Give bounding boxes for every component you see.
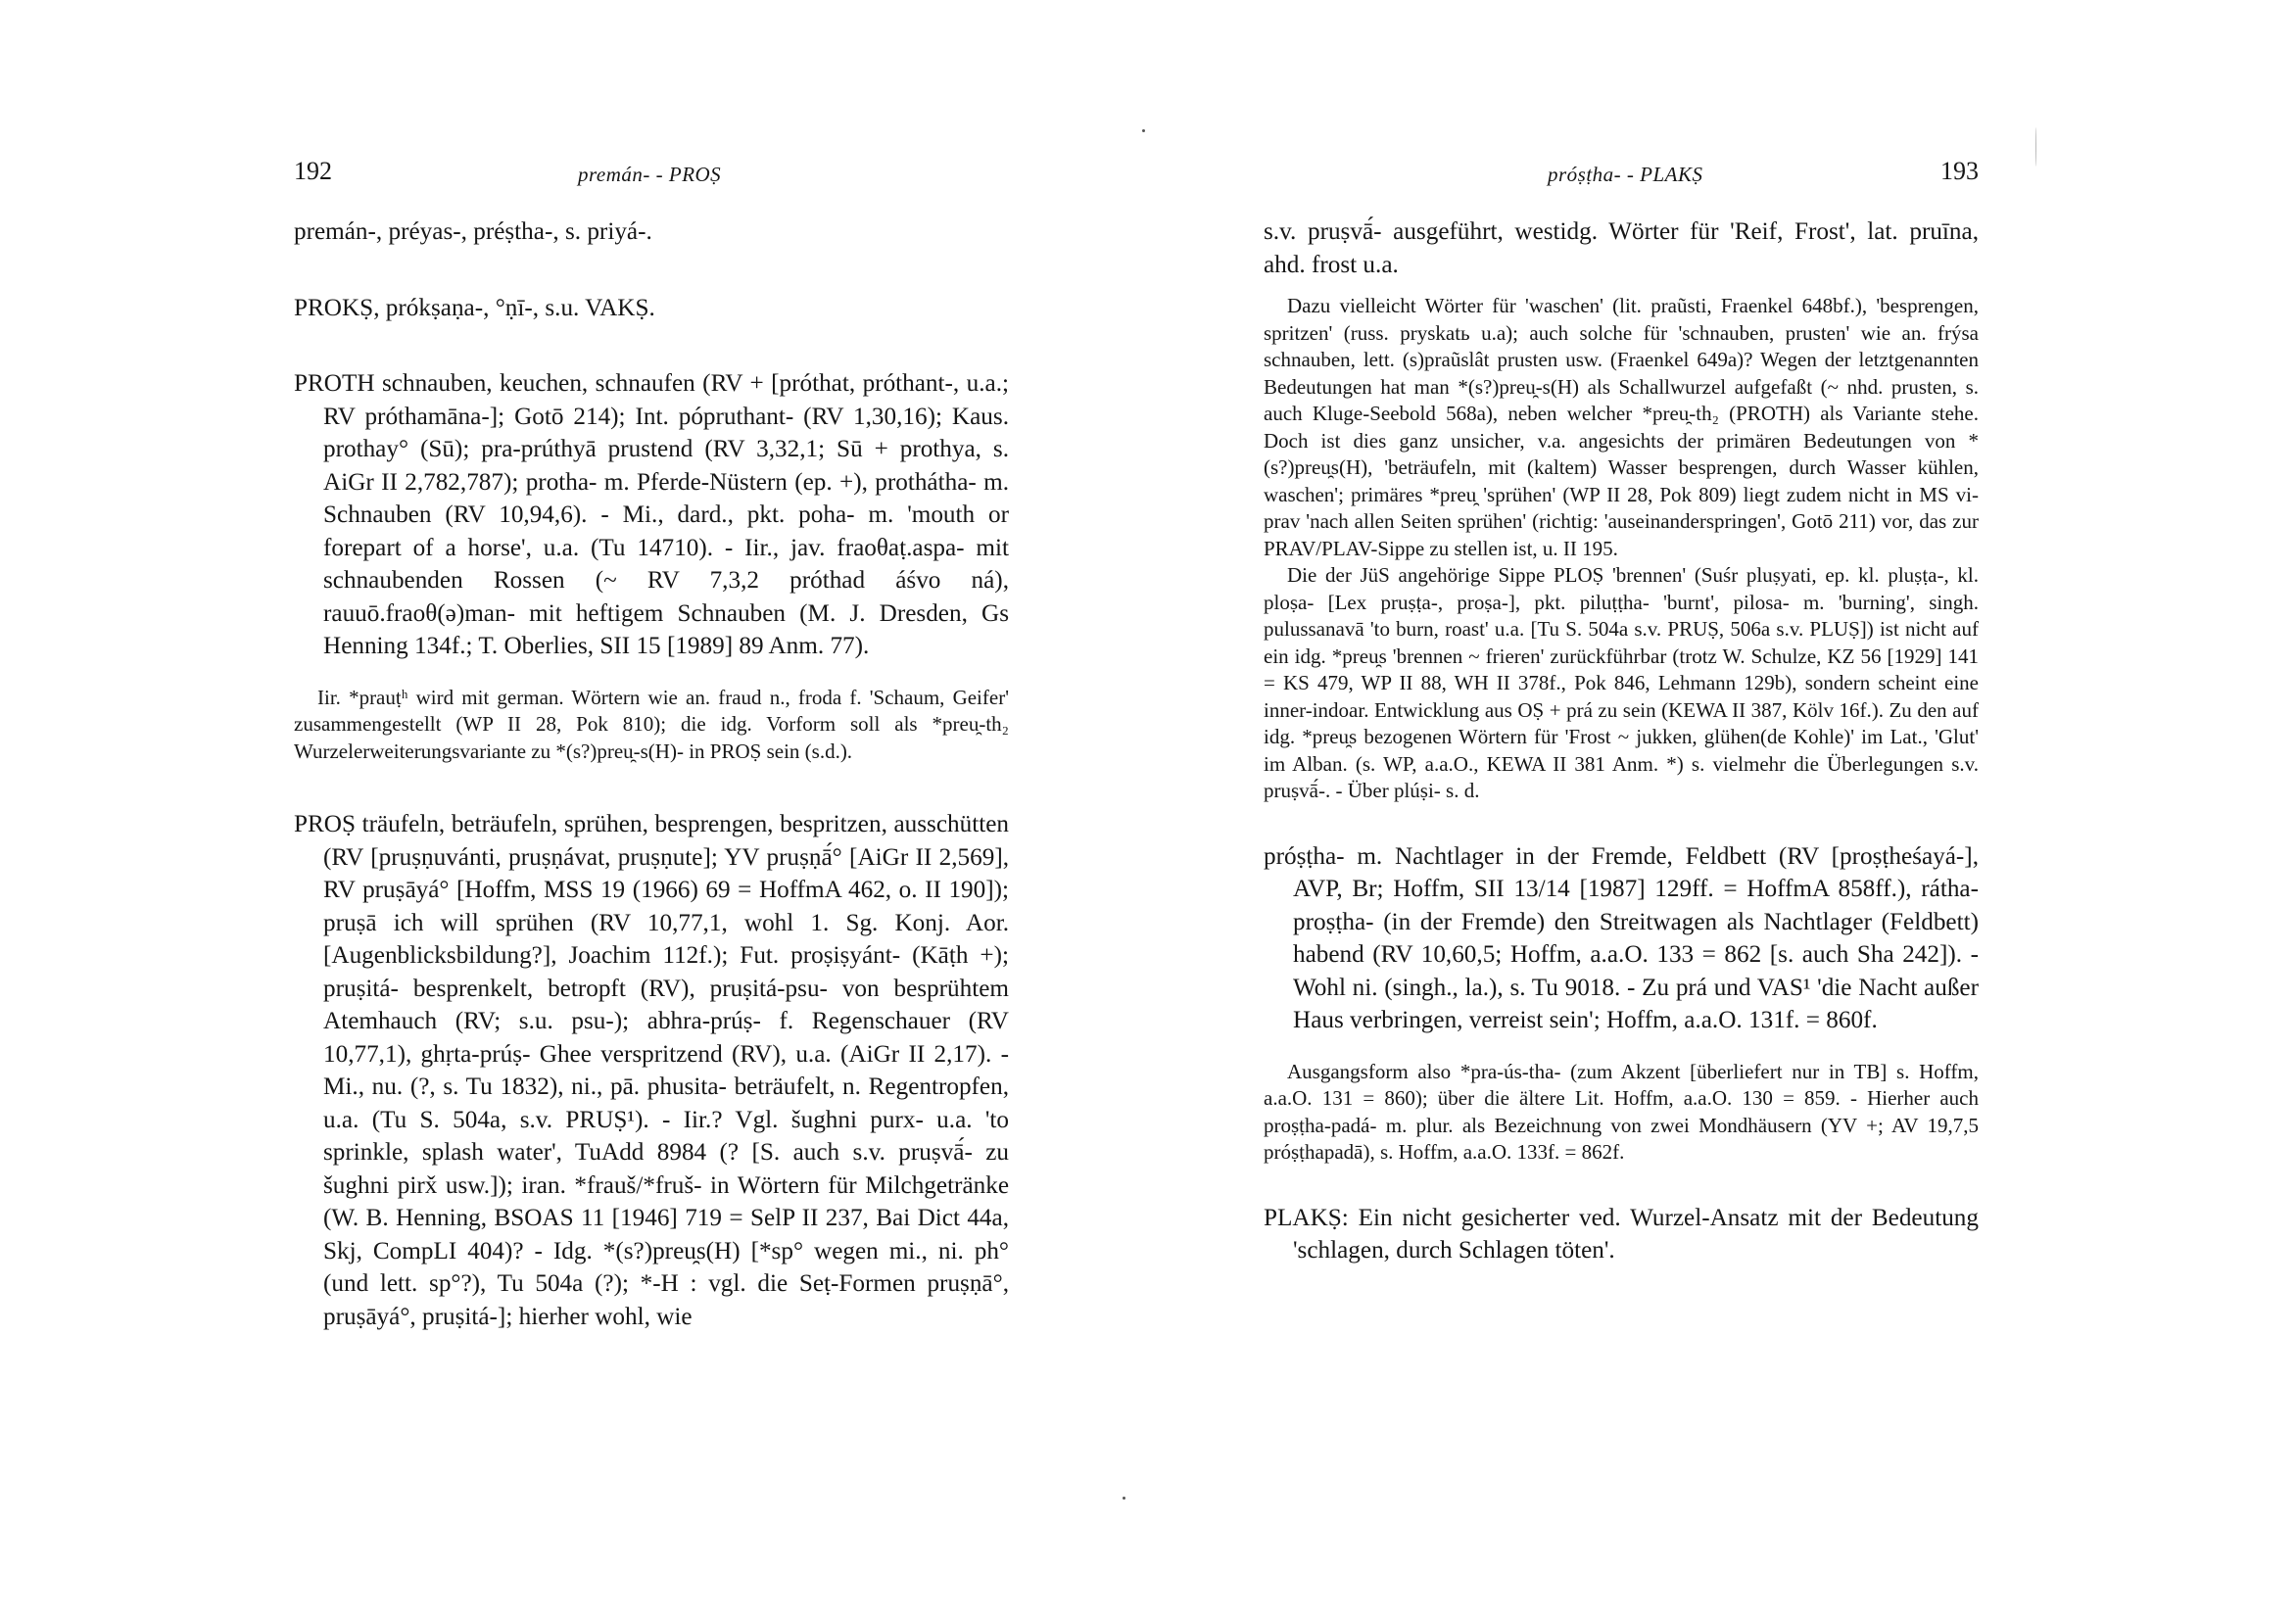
entry-plaks: PLAKṢ: Ein nicht gesicherter ved. Wurzel-Ansatz mit der Bedeutung 'schlagen, durch Schlagen töten'. <box>1264 1204 1979 1264</box>
note-proth: Iir. *prauṭʰ wird mit german. Wörtern wie an. fraud n., froda f. 'Schaum, Geifer' zusammengestellt (WP II 28, Pok 810); die idg. Vorform soll als *preu̯-th₂ Wurzelerweiterungsvariante zu *(s?)preu̯-s(H)- in PROṢ sein (s.d.). <box>294 685 1009 763</box>
running-title: premán- - PROṢ <box>578 163 722 186</box>
entry-proks: PROKṢ, prókṣaṇa-, °ṇī-, s.u. VAKṢ. <box>294 294 655 321</box>
entry-continuation: s.v. pruṣvā́- ausgeführt, westidg. Wörter für 'Reif, Frost', lat. pruīna, ahd. frost u.a. <box>1264 218 1979 278</box>
page-body <box>294 215 1009 1333</box>
page-body <box>1264 215 1979 1267</box>
note-prostha: Ausgangsform also *pra-ús-tha- (zum Akzent [überliefert nur in TB] s. Hoffm, a.a.O. 131 = 860); über die ältere Lit. Hoffm, a.a.O. 130 = 859. - Hierher auch proṣṭha-padá- m. plur. als Bezeichnung von zwei Mondhäusern (YV +; AV 19,7,5 próṣṭhapadā), s. Hoffm, a.a.O. 133f. = 862f. <box>1264 1059 1979 1164</box>
scan-speck <box>1123 1497 1125 1500</box>
entry-proth: PROTH schnauben, keuchen, schnaufen (RV + [próthat, próthant-, u.a.; RV próthamāna-]; Gotō 214); Int. pópruthant- (RV 1,30,16); Kaus. prothay° (Sū); pra-prúthyā prustend (RV 3,32,1; Sū + prothya, s. AiGr II 2,782,787); protha- m. Pferde-Nüstern (ep. +), prothátha- m. Schnauben (RV 10,94,6). - Mi., dard., pkt. poha- m. 'mouth or forepart of a horse', u.a. (Tu 14710). - Iir., jav. fraoθaṭ.aspa- mit schnaubenden Rossen (~ RV 7,3,2 próthad áśvo ná), rauuō.fraoθ(ə)man- mit heftigem Schnauben (M. J. Dresden, Gs Henning 134f.; T. Oberlies, SII 15 [1989] 89 Anm. 77). <box>294 370 1009 659</box>
note-dazu: Dazu vielleicht Wörter für 'waschen' (lit. praũsti, Fraenkel 648bf.), 'besprengen, spritzen' (russ. pryskatь u.a); auch solche für 'schnauben, prusten' wie an. frýsa schnauben, lett. (s)praũslât prusten usw. (Fraenkel 649a)? Wegen der letztgenannten Bedeutungen hat man *(s?)preu̯-s(H) als Schallwurzel aufgefaßt (~ nhd. prusten, s. auch Kluge-Seebold 568a), neben welcher *preu̯-th₂ (PROTH) als Variante stehe. Doch ist dies ganz unsicher, v.a. angesichts der primären Bedeutungen von *(s?)preu̯s(H), 'beträufeln, mit (kaltem) Wasser besprengen, durch Wasser kühlen, waschen'; primäres *preu̯ 'sprühen' (WP II 28, Pok 809) liegt zudem nicht in MS vi-prav 'nach allen Seiten sprühen' (richtig: 'auseinanderspringen', Gotō 211) vor, das zur PRAV/PLAV-Sippe zu stellen ist, u. II 195. <box>1264 294 1979 560</box>
running-title: próṣṭha- - PLAKṢ <box>1548 163 1703 186</box>
running-header <box>1264 157 1979 196</box>
scan-speck <box>1142 129 1145 132</box>
entry-preman: premán-, préyas-, préṣtha-, s. priyá-. <box>294 218 652 245</box>
entry-prostha: próṣṭha- m. Nachtlager in der Fremde, Feldbett (RV [proṣṭheśayá-], AVP, Br; Hoffm, SII 13/14 [1987] 129ff. = HoffmA 858ff.), rátha-proṣṭha- (in der Fremde) den Streitwagen als Nachtlager (Feldbett) habend (RV 10,60,5; Hoffm, a.a.O. 133 = 862 [s. auch Sha 242]). - Wohl ni. (singh., la.), s. Tu 9018. - Zu prá und VAS¹ 'die Nacht außer Haus verbringen, verreist sein'; Hoffm, a.a.O. 131f. = 860f. <box>1264 842 1979 1033</box>
page-number: 193 <box>1940 157 1979 185</box>
note-plos: Die der JüS angehörige Sippe PLOṢ 'brennen' (Suśr pluṣyati, ep. kl. pluṣṭa-, kl. ploṣa- [Lex pruṣṭa-, proṣa-], pkt. piluṭṭha- 'burnt', pilosa- m. 'burning', singh. pulussanavā 'to burn, roast' u.a. [Tu S. 504a s.v. PRUṢ, 506a s.v. PLUṢ]) ist nicht auf ein idg. *preu̯s 'brennen ~ frieren' zurückführbar (trotz W. Schulze, KZ 56 [1929] 141 = KS 479, WP II 88, WH II 378f., Pok 846, Lehmann 129b), sondern scheint eine inner-indoar. Entwicklung aus OṢ + prá zu sein (KEWA II 387, Kölv 16f.). Zu den auf idg. *preu̯s bezogenen Wörtern für 'Frost ~ jukken, glühen(de Kohle)' im Lat., 'Glut' im Alban. (s. WP, a.a.O., KEWA II 381 Anm. *) s. vielmehr die Überlegungen s.v. pruṣvā́-. - Über plúṣi- s. d. <box>1264 563 1979 802</box>
running-header <box>294 157 1009 196</box>
page-number: 192 <box>294 157 332 185</box>
scan-speck <box>2035 127 2036 167</box>
entry-pros: PROṢ träufeln, beträufeln, sprühen, besprengen, bespritzen, ausschütten (RV [pruṣṇuvánti, pruṣṇávat, pruṣṇute]; YV pruṣṇā́° [AiGr II 2,569], RV pruṣāyá° [Hoffm, MSS 19 (1966) 69 = HoffmA 462, o. II 190]); pruṣā ich will sprühen (RV 10,77,1, wohl 1. Sg. Konj. Aor. [Augenblicksbildung?], Joachim 112f.); Fut. proṣiṣyánt- (Kāṭh +); pruṣitá- besprenkelt, betropft (RV), pruṣitá-psu- von besprühtem Atemhauch (RV; s.u. psu-); abhra-prúṣ- f. Regenschauer (RV 10,77,1), ghṛta-prúṣ- Ghee verspritzend (RV), u.a. (AiGr II 2,17). - Mi., nu. (?, s. Tu 1832), ni., pā. phusita- beträufelt, n. Regentropfen, u.a. (Tu S. 504a, s.v. PRUṢ¹). - Iir.? Vgl. šughni purx- u.a. 'to sprinkle, splash water', TuAdd 8984 (? [S. auch s.v. pruṣvā́- zu šughni pirx̌ usw.]); iran. *frauš/*fruš- in Wörtern für Milchgetränke (W. B. Henning, BSOAS 11 [1946] 719 = SelP II 237, Bai Dict 44a, Skj, CompLI 404)? - Idg. *(s?)preu̯s(H) [*sp° wegen mi., ni. ph° (und lett. sp°?), Tu 504a (?); *-H : vgl. die Seṭ-Formen pruṣṇā°, pruṣāyá°, pruṣitá-]; hierher wohl, wie <box>294 811 1009 1330</box>
